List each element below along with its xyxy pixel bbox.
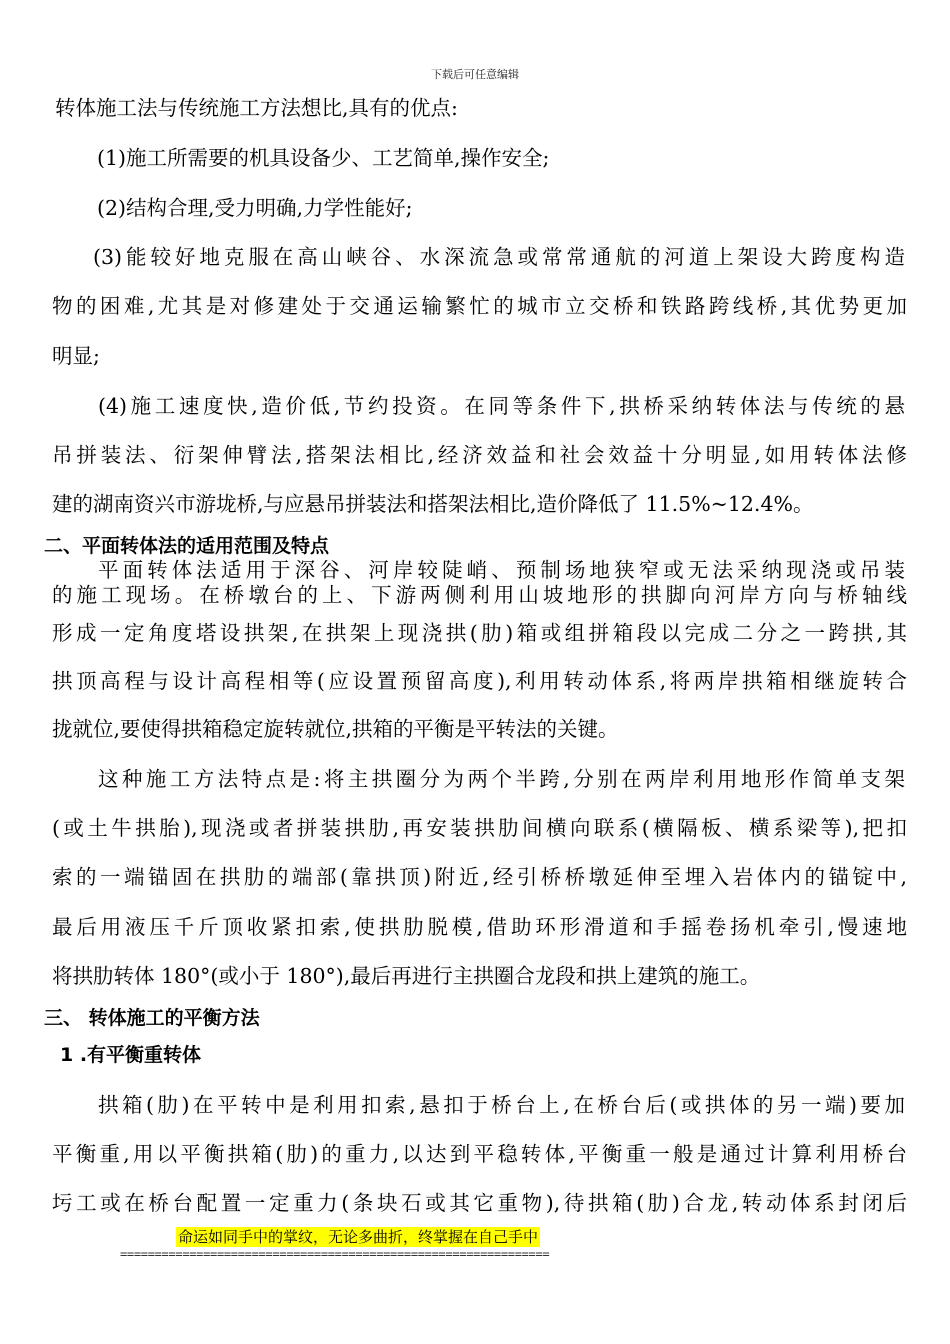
advantage-3-line-3: 明显;: [52, 344, 100, 368]
section-2-para-1-line-1: 平面转体法适用于深谷、河岸较陡峭、预制场地狭窄或无法采纳现浇或吊装: [98, 558, 905, 582]
advantage-4-line-2: 吊拼装法、衍架伸臂法,搭架法相比,经济效益和社会效益十分明显,如用转体法修: [52, 443, 907, 467]
subsection-1-line-1: 拱箱(肋)在平转中是利用扣索,悬扣于桥台上,在桥台后(或拱体的另一端)要加: [98, 1093, 905, 1117]
advantage-3-line-2: 物的困难,尤其是对修建处于交通运输繁忙的城市立交桥和铁路跨线桥,其优势更加: [52, 294, 907, 318]
section-2-para-1-line-5: 拢就位,要使得拱箱稳定旋转就位,拱箱的平衡是平转法的关键。: [52, 717, 619, 741]
subsection-1-line-2: 平衡重,用以平衡拱箱(肋)的重力,以达到平稳转体,平衡重一般是通过计算利用桥台: [52, 1142, 907, 1166]
section-2-para-1-line-4: 拱顶高程与设计高程相等(应设置预留高度),利用转动体系,将两岸拱箱相继旋转合: [52, 669, 907, 693]
subsection-1-line-3: 圬工或在桥台配置一定重力(条块石或其它重物),待拱箱(肋)合龙,转动体系封闭后: [52, 1191, 907, 1215]
advantage-1: (1)施工所需要的机具设备少、工艺简单,操作安全;: [97, 146, 550, 170]
advantage-3-line-1: (3)能较好地克服在高山峡谷、水深流急或常常通航的河道上架设大跨度构造: [93, 245, 905, 269]
section-2-para-1-line-3: 形成一定角度塔设拱架,在拱架上现浇拱(肋)箱或组拼箱段以完成二分之一跨拱,其: [52, 621, 907, 645]
intro-line: 转体施工法与传统施工方法想比,具有的优点:: [55, 96, 458, 120]
subsection-1-heading: 1 .有平衡重转体: [60, 1044, 202, 1066]
advantage-4-line-3: 建的湖南资兴市游垅桥,与应悬吊拼装法和搭架法相比,造价降低了 11.5%~12.4%。: [52, 492, 814, 516]
page-header: 下载后可任意编辑: [431, 68, 519, 81]
section-2-heading: 二、平面转体法的适用范围及特点: [44, 535, 330, 557]
advantage-2: (2)结构合理,受力明确,力学性能好;: [97, 196, 413, 220]
section-2-para-2-line-4: 最后用液压千斤顶收紧扣索,使拱肋脱模,借助环形滑道和手摇卷扬机牵引,慢速地: [52, 915, 907, 939]
section-3-heading: 三、 转体施工的平衡方法: [44, 1007, 260, 1029]
footer-slogan: 命运如同手中的掌纹，无论多曲折，终掌握在自己手中: [178, 1228, 539, 1246]
section-2-para-2-line-1: 这种施工方法特点是:将主拱圈分为两个半跨,分别在两岸利用地形作简单支架: [98, 767, 905, 791]
section-2-para-1-line-2: 的施工现场。在桥墩台的上、下游两侧利用山坡地形的拱脚向河岸方向与桥轴线: [52, 583, 907, 607]
advantage-4-line-1: (4)施工速度快,造价低,节约投资。在同等条件下,拱桥采纳转体法与传统的悬: [98, 394, 905, 418]
section-2-para-2-line-2: (或土牛拱胎),现浇或者拼装拱肋,再安装拱肋间横向联系(横隔板、横系梁等),把扣: [52, 816, 907, 840]
section-2-para-2-line-5: 将拱肋转体 180°(或小于 180°),最后再进行主拱圈合龙段和拱上建筑的施工。: [52, 964, 761, 988]
footer-divider: ==============================================================: [120, 1247, 550, 1261]
section-2-para-2-line-3: 索的一端锚固在拱肋的端部(靠拱顶)附近,经引桥桥墩延伸至埋入岩体内的锚锭中,: [52, 865, 907, 889]
